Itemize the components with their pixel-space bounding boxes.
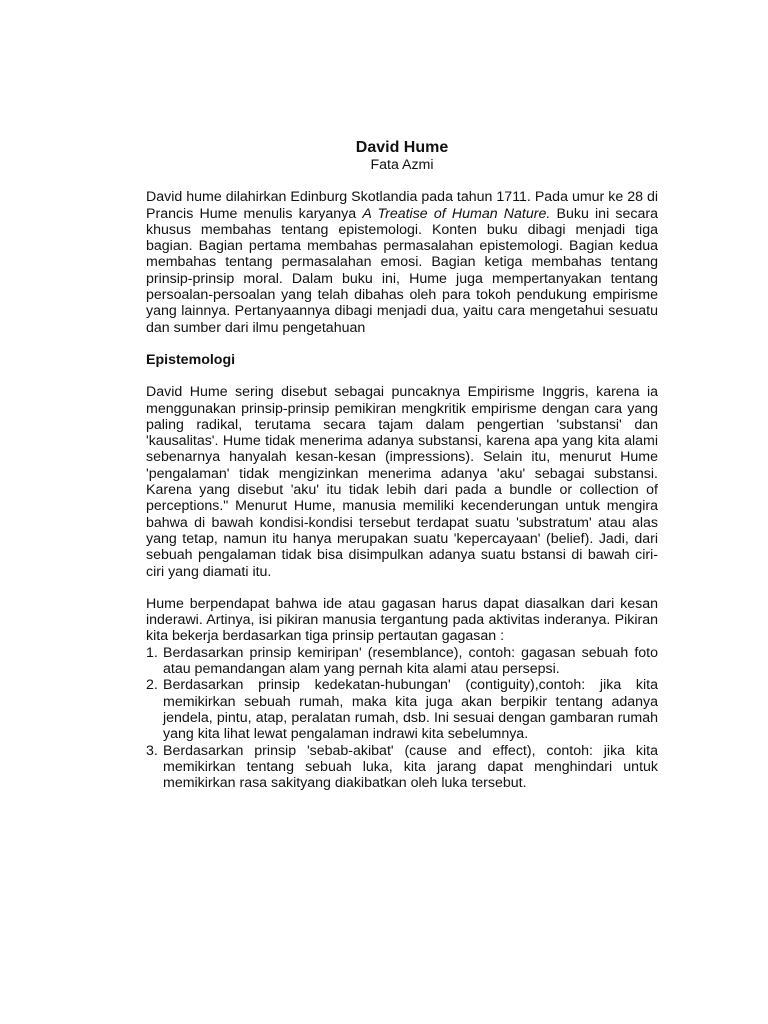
- document-author: Fata Azmi: [370, 157, 434, 173]
- list-item: [146, 677, 658, 742]
- list-item-number: 1.: [146, 644, 158, 661]
- intro-text-end: Buku ini secara khusus membahas tentang epistemologi. Konten buku dibagi menjadi tiga bagian. Bagian pertama membahas permasalahan epistemologi. Bagian kedua membahas tentang permasalahan emosi. Bagian ketiga membahas tentang prinsip-prinsip moral. Dalam buku ini, Hume juga mempertanyakan tentang persoalan-persoalan yang telah dibahas oleh para tokoh pendukung empirisme yang lainnya. Pertanyaannya dibagi menjadi dua, yaitu cara mengetahui sesuatu dan sumber dari ilmu pengetahuan: [146, 205, 658, 336]
- principles-list: [146, 645, 658, 792]
- section-heading-epistemologi: Epistemologi: [146, 351, 236, 368]
- document-title: David Hume: [355, 139, 449, 156]
- list-item: [146, 645, 658, 678]
- list-item-text: Berdasarkan prinsip kedekatan-hubungan' (contiguity),contoh: jika kita memikirkan sebuah rumah, maka kita juga akan berpikir tentang adanya jendela, pintu, atap, peralatan rumah, dsb. Ini sesuai dengan gambaran rumah yang kita lihat lewat pengalaman indrawi kita sebelumnya.: [163, 677, 658, 743]
- list-item-text: Berdasarkan prinsip 'sebab-akibat' (cause and effect), contoh: jika kita memikirkan tentang sebuah luka, kita jarang dapat menghindari untuk memikirkan rasa sakityang diakibatkan oleh luka tersebut.: [163, 742, 658, 792]
- epistemology-paragraph: David Hume sering disebut sebagai puncaknya Empirisme Inggris, karena ia menggunakan prinsip-prinsip pemikiran mengkritik empirisme dengan cara yang paling radikal, terutama secara tajam dalam pengertian 'substansi' dan 'kausalitas'. Hume tidak menerima adanya substansi, karena apa yang kita alami sebenarnya hanyalah kesan-kesan (impressions). Selain itu, menurut Hume 'pengalaman' tidak mengizinkan menerima adanya 'aku' sebagai substansi. Karena yang disebut 'aku' itu tidak lebih dari pada a bundle or collection of perceptions." Menurut Hume, manusia memiliki kecenderungan untuk mengira bahwa di bawah kondisi-kondisi tersebut terdapat suatu 'substratum' atau alas yang tetap, namun itu hanya merupakan suatu 'kepercayaan' (belief). Jadi, dari sebuah pengalaman tidak bisa disimpulkan adanya suatu bstansi di bawah ciri- ciri yang diamati itu.: [146, 384, 658, 580]
- book-title: A Treatise of Human Nature.: [362, 205, 551, 222]
- intro-paragraph: [146, 189, 658, 336]
- list-item-number: 2.: [146, 677, 158, 694]
- list-item: [146, 743, 658, 792]
- list-item-text: Berdasarkan prinsip kemiripan' (resemblance), contoh: gagasan sebuah foto atau pemandangan alam yang pernah kita alami atau persepsi.: [163, 644, 658, 678]
- principles-intro-paragraph: Hume berpendapat bahwa ide atau gagasan harus dapat diasalkan dari kesan inderawi. Artinya, isi pikiran manusia tergantung pada aktivitas inderanya. Pikiran kita bekerja berdasarkan tiga prinsip pertautan gagasan :: [146, 595, 658, 645]
- list-item-number: 3.: [146, 742, 158, 759]
- intro-text-start: David hume dilahirkan Edinburg Skotlandia pada tahun 1711. Pada umur ke 28 di Prancis Hume menulis karyanya: [146, 189, 658, 222]
- document-page: [146, 138, 658, 791]
